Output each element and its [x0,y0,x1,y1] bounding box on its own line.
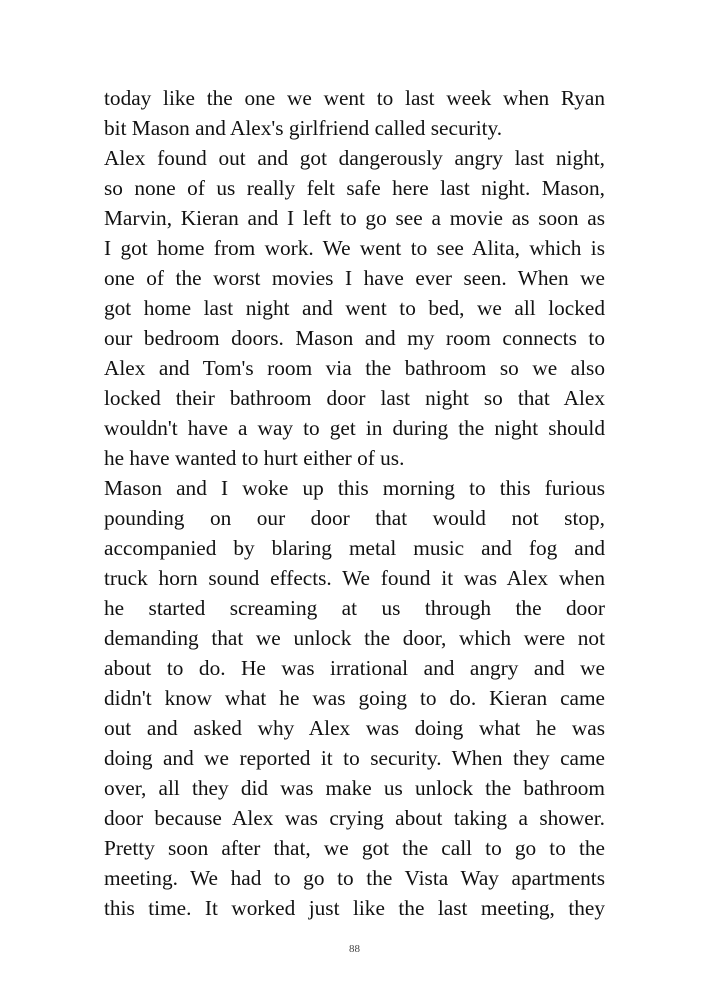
text-line: so none of us really felt safe here last night. Mason, [104,176,605,200]
text-line: this time. It worked just like the last meeting, they [104,896,605,920]
text-line: he started screaming at us through the door [104,596,605,620]
text-line: truck horn sound effects. We found it was Alex when [104,566,605,590]
text-line: about to do. He was irrational and angry and we [104,656,605,680]
text-line: demanding that we unlock the door, which were not [104,626,605,650]
text-line: pounding on our door that would not stop, [104,506,605,530]
text-line: accompanied by blaring metal music and fog and [104,536,605,560]
text-line: Mason and I woke up this morning to this furious [104,476,605,500]
text-line: Pretty soon after that, we got the call to go to the [104,836,605,860]
text-line: locked their bathroom door last night so that Alex [104,386,605,410]
body-text [104,83,605,923]
text-line: he have wanted to hurt either of us. [104,446,405,470]
page-number: 88 [349,943,360,955]
text-line: Marvin, Kieran and I left to go see a movie as soon as [104,206,605,230]
text-line: bit Mason and Alex's girlfriend called security. [104,116,503,140]
text-line: meeting. We had to go to the Vista Way apartments [104,866,605,890]
text-line: Alex found out and got dangerously angry last night, [104,146,605,170]
text-line: I got home from work. We went to see Alita, which is [104,236,605,260]
text-line: today like the one we went to last week when Ryan [104,86,605,110]
text-line: Alex and Tom's room via the bathroom so we also [104,356,605,380]
text-line: one of the worst movies I have ever seen. When we [104,266,605,290]
text-line: our bedroom doors. Mason and my room connects to [104,326,605,350]
text-line: didn't know what he was going to do. Kieran came [104,686,605,710]
text-line: door because Alex was crying about taking a shower. [104,806,605,830]
text-line: over, all they did was make us unlock the bathroom [104,776,605,800]
text-line: doing and we reported it to security. When they came [104,746,605,770]
text-line: wouldn't have a way to get in during the night should [104,416,605,440]
text-line: got home last night and went to bed, we all locked [104,296,605,320]
text-line: out and asked why Alex was doing what he was [104,716,605,740]
